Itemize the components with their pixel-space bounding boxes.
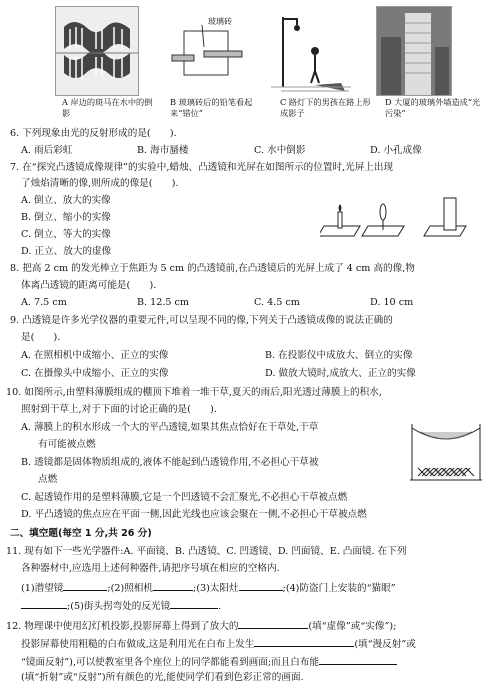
q9-option-d: D. 做放大镜时,成放大、正立的实像: [265, 368, 416, 379]
section-2-heading: 二、填空题(每空 1 分,共 26 分): [10, 528, 152, 539]
q7-option-a: A. 倒立、放大的实像: [21, 195, 111, 206]
q11-line4: [21, 599, 221, 612]
q9-option-b: B. 在投影仪中成放大、倒立的实像: [265, 350, 413, 361]
q8-stem-line1: 8. 把高 2 cm 的发光棒立于焦距为 5 cm 的凸透镜前,在凸透镜后的光屏上成了 4 cm 高的像,物: [10, 263, 415, 274]
q12-line2-hint: (填“漫反射”或: [354, 639, 416, 650]
q10-option-b-line2: 点燃: [38, 474, 58, 485]
q10-stem-line2: 照射到干草上,对于下面的讨论正确的是( ).: [21, 404, 217, 415]
caption-d: D 大厦的玻璃外墙造成“光污染”: [385, 97, 481, 118]
q8-option-a: A. 7.5 cm: [21, 297, 67, 308]
q6-option-c: C. 水中倒影: [254, 145, 306, 156]
q8-option-b: B. 12.5 cm: [137, 297, 190, 308]
q6-option-a: A. 雨后彩虹: [21, 145, 73, 156]
q7-stem-line2: 了烛焰清晰的像,则所成的像是( ).: [21, 178, 179, 189]
q9-stem-line1: 9. 凸透镜是许多光学仪器的重要元件,可以呈现不同的像,下列关于凸透镜成像的说法正确的: [10, 315, 393, 326]
q10-stem-line1: 10. 如图所示,由塑料薄膜组成的棚顶下堆着一堆干草,夏天的雨后,阳光透过薄膜上的积水,: [6, 387, 382, 398]
greenhouse-hay-diagram: [408, 420, 484, 482]
q9-stem-line2: 是( ).: [21, 332, 61, 343]
q11-line2: 各种器材中,应选用上述何种器件,请把序号填在相应的空格内.: [21, 563, 280, 574]
q6-option-d: D. 小孔成像: [370, 145, 422, 156]
boy-shadow-sketch: [270, 6, 352, 96]
q10-option-d: D. 平凸透镜的焦点应在平面一侧,因此光线也应该会聚在一侧,不必担心干草被点燃: [21, 509, 367, 520]
pencil-glass-diagram: [163, 6, 247, 96]
q11-blank-4[interactable]: [21, 599, 67, 609]
q10-option-a-line1: A. 薄膜上的积水形成一个大的平凸透镜,如果其焦点恰好在干草处,干草: [21, 422, 319, 433]
q11-blank-3[interactable]: [239, 581, 283, 591]
q12-blank-3[interactable]: [319, 655, 397, 665]
q12-line3-text: “镜面反射”),可以使教室里各个座位上的同学都能看到画面;而且白布能: [21, 657, 320, 668]
zebra-reflection-photo: [55, 6, 139, 96]
q9-option-c: C. 在摄像头中成缩小、正立的实像: [21, 368, 169, 379]
q7-option-d: D. 正立、放大的虚像: [21, 246, 112, 257]
caption-b: B 玻璃砖后的铅笔看起来“错位”: [170, 97, 253, 118]
q7-option-b: B. 倒立、缩小的实像: [21, 212, 111, 223]
q7-stem-line1: 7. 在“探究凸透镜成像规律”的实验中,蜡烛、凸透镜和光屏在如图所示的位置时,光屏上出现: [10, 162, 394, 173]
q6-option-b: B. 海市蜃楼: [137, 145, 189, 156]
q12-line1: [6, 619, 396, 632]
q9-option-a: A. 在照相机中成缩小、正立的实像: [21, 350, 169, 361]
q12-line2: [21, 637, 416, 650]
q12-line3: [21, 655, 397, 668]
glass-building-photo: [376, 6, 452, 96]
q11-line3: [21, 581, 396, 594]
q10-option-c: C. 起透镜作用的是塑料薄膜,它是一个凹透镜不会汇聚光,不必担心干草被点燃: [21, 492, 348, 503]
q10-option-b-line1: B. 透镜都是固体物质组成的,液体不能起到凸透镜作用,不必担心干草被: [21, 457, 319, 468]
q11-line1: 11. 现有如下一些光学器件:A. 平面镜、B. 凸透镜、C. 凹透镜、D. 凹面镜、E. 凸面镜. 在下列: [6, 546, 407, 557]
q8-stem-line2: 体离凸透镜的距离可能是( ).: [21, 280, 157, 291]
q8-option-d: D. 10 cm: [370, 297, 414, 308]
glass-brick-label: 玻璃砖: [208, 17, 232, 26]
q11-blank-5[interactable]: [170, 599, 218, 609]
q12-line1-text: 12. 物理课中使用幻灯机投影,投影屏幕上得到了放大的: [6, 621, 239, 632]
q12-line4: (填“折射”或“反射”)所有颜色的光,能使同学们看到色彩正常的画面.: [21, 672, 304, 683]
q11-part3-label: ;(3)太阳灶: [192, 583, 239, 594]
q11-part4-label: ;(4)防盗门上安装的“猫眼”: [282, 583, 396, 594]
q11-blank-2[interactable]: [153, 581, 193, 591]
caption-a: A 岸边的斑马在水中的倒影: [62, 97, 153, 118]
q11-part2-label: ;(2)照相机: [107, 583, 153, 594]
q12-line2-text: 投影屏幕使用粗糙的白布做成,这是利用光在白布上发生: [21, 639, 255, 650]
q11-part1-label: (1)潜望镜: [21, 583, 64, 594]
q12-blank-1[interactable]: [238, 619, 308, 629]
q11-blank-1[interactable]: [63, 581, 107, 591]
q11-end: .: [218, 601, 222, 612]
q8-option-c: C. 4.5 cm: [254, 297, 300, 308]
q6-stem: 6. 下列现象由光的反射形成的是( ).: [10, 128, 177, 139]
candle-lens-screen-diagram: [320, 196, 480, 256]
caption-c: C 路灯下的男孩在路上形成影子: [280, 97, 371, 118]
q12-line1-hint: (填“虚像”或“实像”);: [308, 621, 397, 632]
q12-blank-2[interactable]: [254, 637, 354, 647]
q7-option-c: C. 倒立、等大的实像: [21, 229, 111, 240]
q10-option-a-line2: 有可能被点燃: [38, 439, 96, 450]
q11-part5-label: ;(5)街头拐弯处的反光镜: [67, 601, 171, 612]
